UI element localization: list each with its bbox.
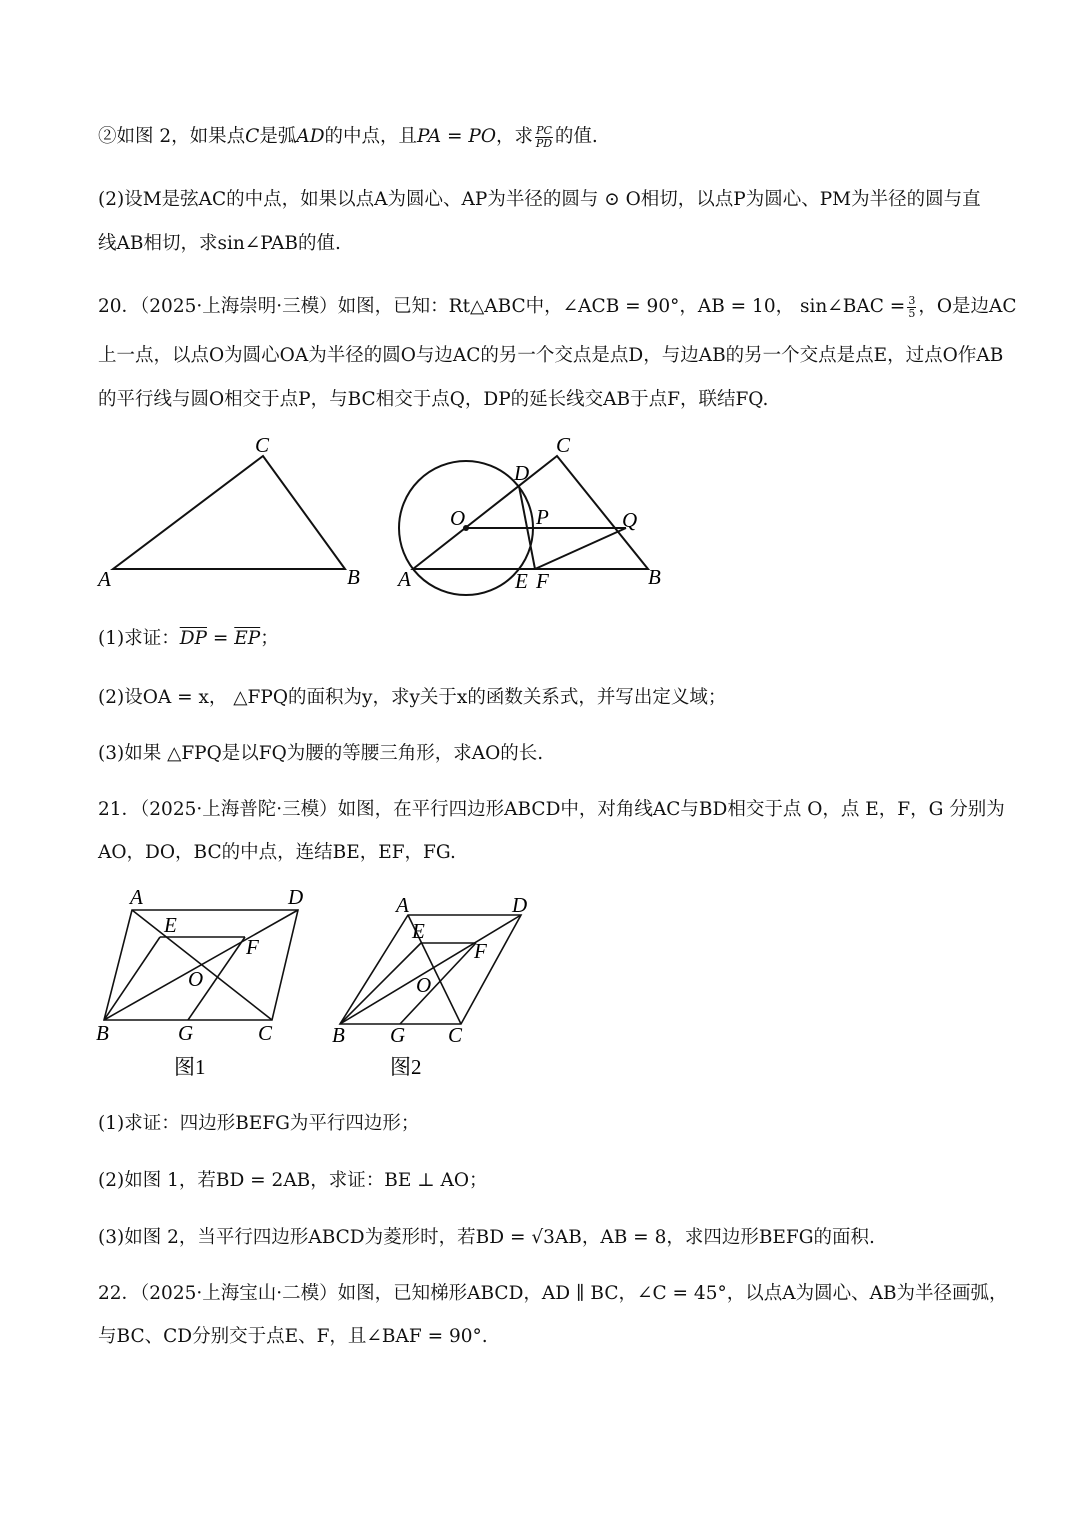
q21-stem-line-2: AO，DO，BC的中点，连结BE，EF，FG. <box>98 842 456 863</box>
vertex-label-a: A <box>398 567 411 591</box>
vertex-label-d: D <box>288 885 304 909</box>
q20-stem-line-3: 的平行线与圆O相交于点P，与BC相交于点Q，DP的延长线交AB于点F，联结FQ. <box>98 389 769 410</box>
vertex-label-a: A <box>396 893 409 917</box>
point-label-g: G <box>390 1023 406 1047</box>
math-fragment: PA = PO <box>417 126 497 147</box>
text-fragment: = <box>207 628 235 649</box>
q21-subquestion-3: (3)如图 2，当平行四边形ABCD为菱形时，若BD = √3AB，AB = 8，求四边形BEFG的面积. <box>98 1227 875 1248</box>
fraction-denominator: 5 <box>908 306 916 320</box>
text-fragment: 20．（2025·上海崇明·三模）如图，已知：Rt△ABC中，∠ACB = 90°，AB = 10， sin∠BAC = <box>98 296 906 317</box>
text-fragment: 的值. <box>554 126 598 147</box>
figure-caption-2: 图2 <box>390 1055 422 1079</box>
vertex-label-a: A <box>130 885 143 909</box>
fraction-numerator: PC <box>536 123 552 137</box>
q22-stem-line-1: 22．（2025·上海宝山·二模）如图，已知梯形ABCD，AD ∥ BC，∠C = 45°，以点A为圆心、AB为半径画弧， <box>98 1283 1008 1304</box>
q22-stem-line-2: 与BC、CD分别交于点E、F，且∠BAF = 90°. <box>98 1326 488 1347</box>
q20-subquestion-2: (2)设OA = x， △FPQ的面积为y，求y关于x的函数关系式，并写出定义域； <box>98 687 727 708</box>
point-label-d: D <box>514 461 530 485</box>
text-fragment: ； <box>260 628 279 649</box>
point-label-f: F <box>474 939 487 963</box>
q21-stem-line-1: 21．（2025·上海普陀·三模）如图，在平行四边形ABCD中，对角线AC与BD相交于点 O，点 E，F，G 分别为 <box>98 799 1005 820</box>
math-fragment: AD <box>296 126 325 147</box>
vertex-label-b: B <box>648 565 661 589</box>
text-fragment: ②如图 2，如果点 <box>98 126 246 147</box>
point-label-e: E <box>164 913 177 937</box>
arc-dp: $\overline{DP}$ <box>179 628 207 649</box>
text-fragment: ，求 <box>496 126 534 147</box>
figure-21-2 <box>326 886 556 1082</box>
text-line-2: (2)设M是弦AC的中点，如果以点A为圆心、AP为半径的圆与 ⊙ O相切，以点P为圆心、PM为半径的圆与直 <box>98 189 981 210</box>
point-label-f: F <box>536 569 549 593</box>
point-label-p: P <box>536 505 549 529</box>
point-label-o: O <box>450 506 466 530</box>
text-fragment: 的中点，且 <box>324 126 418 147</box>
arc-ep: $\overline{EP}$ <box>234 628 261 649</box>
fraction-numerator: 3 <box>908 293 916 307</box>
point-label-f: F <box>246 935 259 959</box>
text-fragment: 是弧 <box>259 126 297 147</box>
vertex-label-b: B <box>96 1021 109 1045</box>
vertex-label-b: B <box>347 565 360 589</box>
point-label-g: G <box>178 1021 194 1045</box>
vertex-label-a: A <box>98 567 111 591</box>
point-label-q: Q <box>622 508 638 532</box>
point-label-o: O <box>188 967 204 991</box>
fraction-3-5 <box>907 295 916 320</box>
figure-20-triangle <box>95 430 375 595</box>
text-fragment: (1)求证： <box>98 628 180 649</box>
q20-subquestion-3: (3)如果 △FPQ是以FQ为腰的等腰三角形，求AO的长. <box>98 743 544 764</box>
figure-21-1 <box>92 882 322 1082</box>
text-line-3: 线AB相切，求sin∠PAB的值. <box>98 233 341 254</box>
q20-stem-line-2: 上一点，以点O为圆心OA为半径的圆O与边AC的另一个交点是点D，与边AB的另一个交点是点E，过点O作AB <box>98 345 1004 366</box>
vertex-label-c: C <box>556 433 571 457</box>
math-fragment: C <box>245 126 260 147</box>
point-label-o: O <box>416 973 432 997</box>
q21-subquestion-1: (1)求证：四边形BEFG为平行四边形； <box>98 1113 420 1134</box>
vertex-label-d: D <box>512 893 528 917</box>
vertex-label-c: C <box>258 1021 273 1045</box>
point-label-e: E <box>515 569 528 593</box>
q20-stem-line-1 <box>98 292 1017 320</box>
q21-subquestion-2: (2)如图 1，若BD = 2AB，求证：BE ⊥ AO； <box>98 1170 488 1191</box>
figure-20-circle <box>390 430 680 600</box>
text-line-1 <box>98 122 598 150</box>
point-label-e: E <box>412 919 425 943</box>
figure-caption-1: 图1 <box>174 1055 206 1079</box>
vertex-label-c: C <box>255 433 270 457</box>
fraction-denominator: PD <box>535 136 553 150</box>
q20-subquestion-1 <box>98 624 279 650</box>
vertex-label-b: B <box>332 1023 345 1047</box>
vertex-label-c: C <box>448 1023 463 1047</box>
text-fragment: ，O是边AC <box>918 296 1017 317</box>
fraction-pc-pd <box>535 125 553 150</box>
